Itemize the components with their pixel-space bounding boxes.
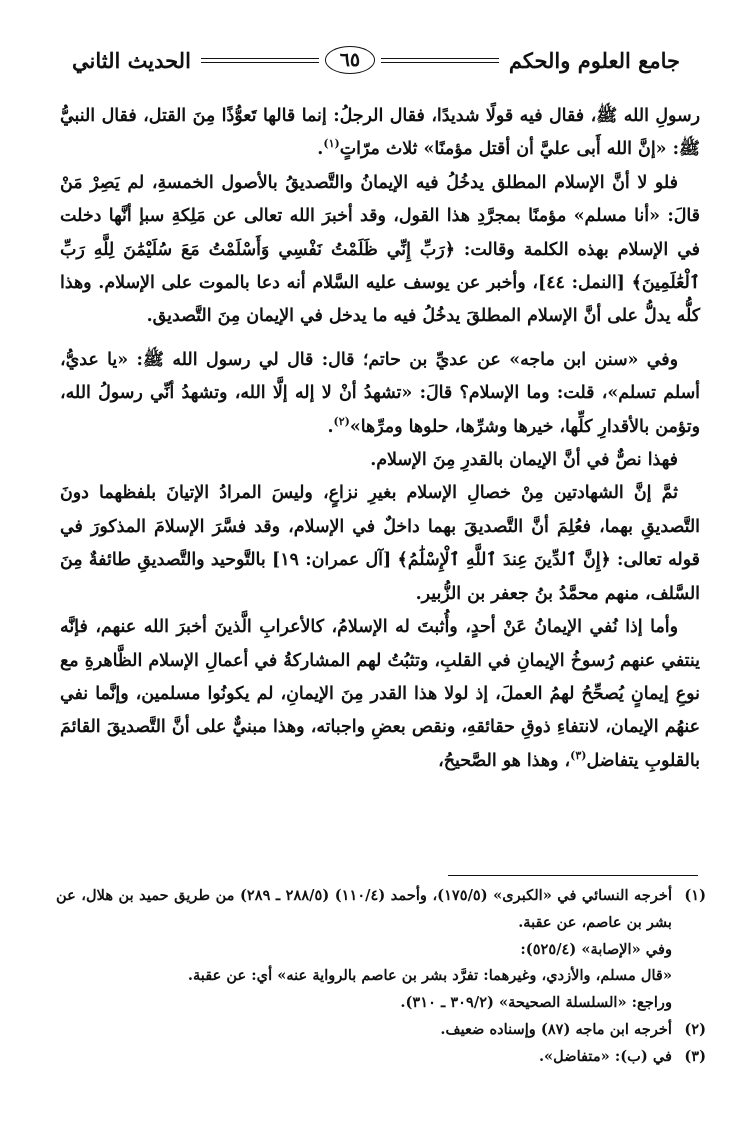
paragraph-1-text: رسولِ الله ﷺ، فقال فيه قولًا شديدًا، فقال الرجلُ: إنما قالها تَعوُّذًا مِنَ القتل، فقال النبيُّ ﷺ: «إنَّ الله أَبى عليَّ أن أقتل مؤمنًا» ثلاث مرّاتٍ — [60, 106, 700, 160]
footnote-ref-1: (١) — [323, 137, 340, 151]
footnote-3 — [56, 1044, 706, 1071]
book-title: جامع العلوم والحكم — [508, 47, 680, 73]
paragraph-6-end: ، وهذا هو الصَّحيحُ، — [438, 750, 571, 771]
page-number: ٦٥ — [325, 46, 375, 74]
footnote-1-text: أخرجه النسائي في «الكبرى» (١٧٥/٥)، وأحمد (١١٠/٤) (٢٨٨/٥ ـ ٢٨٩) من طريق حميد بن هلال، عن بشر بن عاصم، عن عقبة. — [56, 887, 672, 931]
paragraph-2: فلو لا أنَّ الإسلام المطلق يدخُلُ فيه الإيمانُ والتَّصديقُ بالأصول الخمسةِ، لم يَصِرْ مَنْ قالَ: «أنا مسلم» مؤمنًا بمجرَّدِ هذا القول، وقد أخبرَ الله تعالى عن مَلِكةِ سبإ أنَّها دخلت في الإسلام بهذه الكلمة وقالت: ﴿رَبِّ إِنِّي ظَلَمْتُ نَفْسِي وَأَسْلَمْتُ مَعَ سُلَيْمَٰنَ لِلَّهِ رَبِّ ٱلْعَٰلَمِينَ﴾ [النمل: ٤٤]، وأخبر عن يوسف عليه السَّلام أنه دعا بالموت على الإسلام. وهذا كلُّه يدلُّ على أنَّ الإسلام المطلقَ يدخُلُ فيه ما يدخل في الإيمان مِنَ التَّصديق. — [60, 172, 700, 327]
footnote-divider — [448, 875, 698, 876]
header-rule-left — [201, 58, 319, 63]
footnote-2-text: أخرجه ابن ماجه (٨٧) وإسناده ضعيف. — [440, 1020, 672, 1038]
footnotes — [56, 883, 706, 1071]
page-header — [72, 40, 680, 80]
paragraph-3-text: وفي «سنن ابن ماجه» عن عديِّ بن حاتم؛ قال: قال لي رسول الله ﷺ: «يا عديُّ، أسلم تسلم»، قلت: وما الإسلام؟ قالَ: «تشهدُ أنْ لا إله إلَّا الله، وتشهدُ أنِّي رسولُ الله، وتؤمن بالأقدارِ كلِّها، خيرها وشرِّها، حلوها ومرِّها» — [60, 349, 700, 437]
paragraph-6-text: وأما إذا نُفي الإيمانُ عَنْ أحدٍ، وأُثبتَ له الإسلامُ، كالأعرابِ الَّذينَ أخبرَ الله عنهم، فإنَّه ينتفي عنهم رُسوخُ الإيمانِ في القلبِ، وتثبُتُ لهم المشاركةُ في أعمالِ الإسلام الظَّاهرةِ مع نوعِ إيمانٍ يُصحِّحُ لهمُ العملَ، إذ لولا هذا القدر مِنَ الإيمانِ، لم يكونُوا مسلمين، وإنَّما نفي عنهُم الإيمان، لانتفاءِ ذوقِ حقائقهِ، ونقص بعضِ واجباته، وهذا مبنيٌّ على أنَّ التَّصديقَ القائمَ بالقلوبِ يتفاضل — [60, 617, 700, 771]
footnote-2-number: (٢) — [684, 1020, 706, 1038]
footnote-ref-3: (٣) — [570, 748, 587, 762]
paragraph-1 — [60, 100, 700, 167]
footnote-1-line-3: «قال مسلم، والأزدي، وغيرهما: تفرَّد بشر بن عاصم بالرواية عنه» أي: عن عقبة. — [187, 967, 672, 985]
footnote-3-number: (٣) — [684, 1047, 706, 1065]
main-text — [60, 100, 700, 778]
footnote-1-line-4: وراجع: «السلسلة الصحيحة» (٣٠٩/٢ ـ ٣١٠). — [400, 994, 672, 1012]
footnote-3-text: في (ب): «متفاضل». — [538, 1047, 672, 1065]
footnote-2 — [56, 1017, 706, 1044]
paragraph-3 — [60, 344, 700, 444]
footnote-ref-2: (٢) — [333, 414, 350, 428]
paragraph-5: ثمَّ إنَّ الشهادتين مِنْ خصالِ الإسلام بغيرِ نزاعٍ، وليسَ المرادُ الإتيانَ بلفظهما دونَ التَّصديقِ بهما، فعُلِمَ أنَّ التَّصديقَ بهما داخلٌ في الإسلام، وقد فسَّرَ الإسلامَ المذكورَ في قوله تعالى: ﴿إِنَّ ٱلدِّينَ عِندَ ٱللَّهِ ٱلْإِسْلَٰمُ﴾ [آل عمران: ١٩] بالتَّوحيد والتَّصديقِ طائفةٌ مِنَ السَّلف، منهم محمَّدُ بنُ جعفر بن الزُّبير. — [60, 483, 700, 604]
paragraph-4: فهذا نصٌّ في أنَّ الإيمان بالقدرِ مِنَ الإسلام. — [370, 450, 678, 471]
footnote-1 — [56, 883, 706, 937]
header-rule — [201, 46, 499, 74]
footnote-1-line-2: وفي «الإصابة» (٥٢٥/٤): — [520, 940, 672, 958]
paragraph-3-end: . — [327, 416, 334, 437]
paragraph-6 — [60, 611, 700, 778]
chapter-title: الحديث الثاني — [72, 47, 191, 73]
paragraph-1-end: . — [317, 139, 324, 160]
header-rule-right — [381, 58, 499, 63]
footnote-1-number: (١) — [684, 887, 706, 904]
